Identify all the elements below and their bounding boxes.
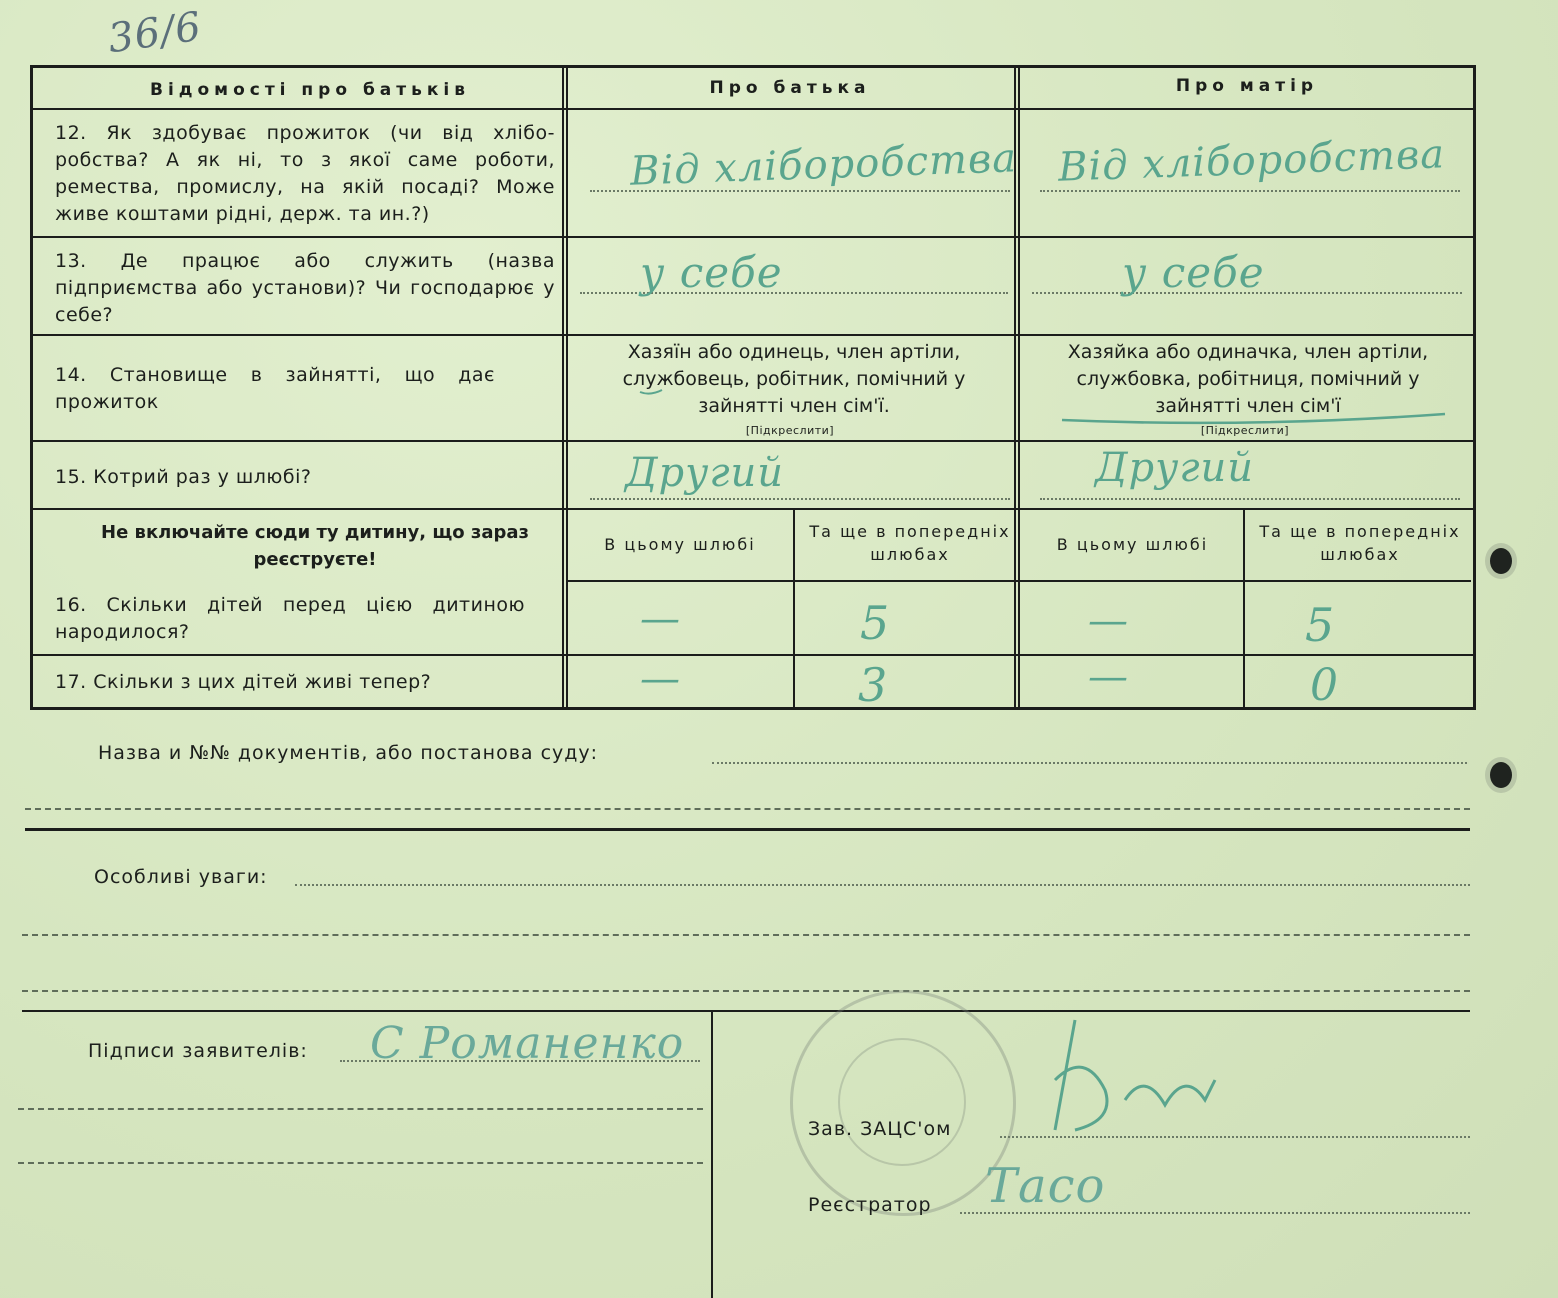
- father-living-children-this-marriage: —: [640, 656, 681, 702]
- documents-line: [712, 762, 1467, 764]
- father-children-prev-marriages: 5: [860, 596, 891, 650]
- father-status-options: Хазяїн або одинець, член артіли, службовець, робітник, помічний у зайнятті член сім'ї.: [622, 341, 966, 417]
- mother-this-marriage-header: В цьому шлюбі: [1056, 535, 1209, 554]
- father-living-children-prev-marriages: 3: [858, 658, 889, 712]
- question-16: 16. Скільки дітей перед цією дитиною народилося?: [55, 594, 525, 643]
- father-workplace-answer: у себе: [640, 248, 783, 297]
- mother-workplace-answer: у себе: [1122, 248, 1265, 297]
- exclusion-note: Не включайте сюди ту дитину, що зараз реєструєте!: [101, 522, 529, 570]
- documents-line: [25, 808, 1470, 810]
- archive-mark: 36/6: [105, 3, 205, 63]
- father-this-marriage-header: В цьому шлюбі: [604, 535, 756, 554]
- notes-line: [22, 934, 1470, 936]
- father-underline-hint: [Підкреслити]: [745, 424, 835, 437]
- mother-occupation-answer: Від хліборобства: [1057, 131, 1446, 191]
- mother-living-children-prev-marriages: 0: [1310, 660, 1339, 711]
- notes-line: [295, 884, 1470, 886]
- header-father: Про батька: [709, 78, 871, 98]
- mother-living-children-this-marriage: —: [1088, 654, 1129, 700]
- applicant-signature: С Романенко: [370, 1018, 685, 1069]
- registrar-signature: Тасо: [985, 1158, 1106, 1214]
- mother-status-options: Хазяйка або одиначка, член артіли, службовка, робітниця, помічний у зайнятті член сім'ї: [1067, 341, 1429, 417]
- question-14: 14. Становище в зайнятті, що дає прожиток: [55, 364, 495, 413]
- mother-underline-hint: [Підкреслити]: [1200, 424, 1290, 437]
- question-15: 15. Котрий раз у шлюбі?: [55, 466, 312, 488]
- head-signature: [1015, 1010, 1255, 1160]
- question-12: 12. Як здобуває прожиток (чи від хлібо- робства? А як ні, то з якої саме роботи, ремества, промислу, на якій посаді? Може живе коштами рідні, держ. та ин.?): [55, 122, 555, 225]
- question-17: 17. Скільки з цих дітей живі тепер?: [55, 671, 432, 693]
- registrar-label: Реєстратор: [808, 1194, 932, 1216]
- head-label: Зав. ЗАЦС'ом: [808, 1118, 952, 1140]
- official-stamp-inner: [838, 1038, 966, 1166]
- signature-divider: [711, 1012, 713, 1298]
- mother-children-this-marriage: —: [1088, 598, 1129, 644]
- binder-hole: [1490, 548, 1512, 574]
- father-occupation-answer: Від хліборобства: [629, 135, 1018, 195]
- father-children-this-marriage: —: [640, 596, 681, 642]
- documents-label: Назва и №№ документів, або постанова суду:: [98, 742, 599, 764]
- special-notes-label: Особливі уваги:: [94, 866, 268, 888]
- header-mother: Про матір: [1175, 76, 1319, 96]
- answer-line: [1040, 498, 1460, 500]
- answer-line: [590, 498, 1010, 500]
- signatures-label: Підписи заявителів:: [88, 1040, 308, 1062]
- question-13: 13. Де працює або служить (назва підприємства або установи)? Чи господарює у себе?: [55, 250, 555, 326]
- header-info: Відомості про батьків: [149, 80, 471, 100]
- mother-children-prev-marriages: 5: [1305, 598, 1336, 652]
- signature-line: [18, 1108, 703, 1110]
- mother-prev-marriages-header: Та ще в попередніх шлюбах: [1259, 522, 1461, 564]
- binder-hole: [1490, 762, 1512, 788]
- mother-marriage-count-answer: Другий: [1095, 445, 1255, 491]
- signature-line: [18, 1162, 703, 1164]
- father-prev-marriages-header: Та ще в попередніх шлюбах: [809, 522, 1011, 564]
- section-divider: [25, 828, 1470, 831]
- notes-line: [22, 990, 1470, 992]
- father-marriage-count-answer: Другий: [625, 450, 785, 496]
